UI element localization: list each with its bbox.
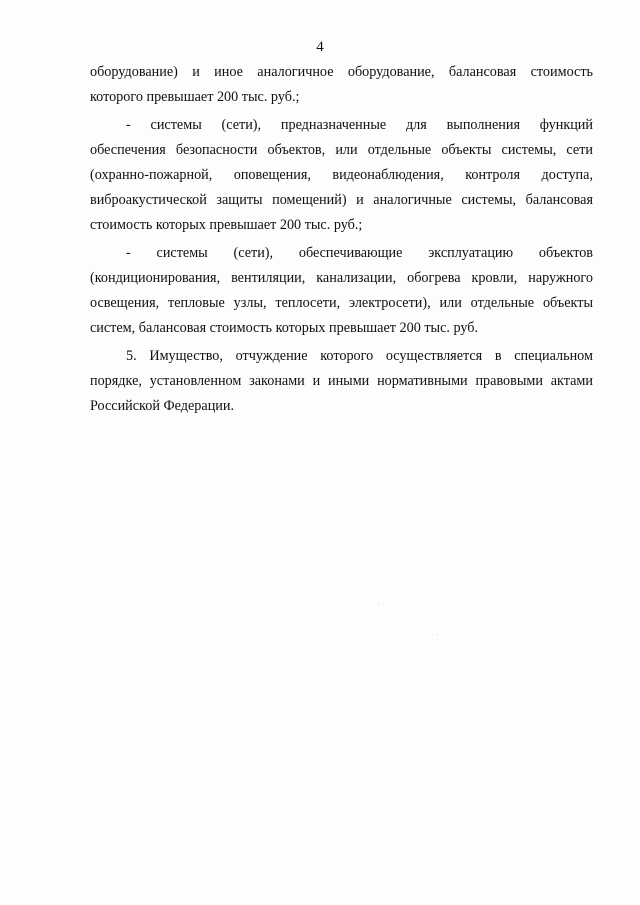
paragraph-line: которого превышает 200 тыс. руб.; bbox=[90, 89, 300, 105]
paragraph-line: систем, балансовая стоимость которых превышает 200 тыс. руб. bbox=[90, 320, 479, 336]
paragraph-line: - системы (сети), предназначенные для выполнения функций bbox=[126, 117, 593, 133]
paragraph-line: - системы (сети), обеспечивающие эксплуатацию объектов bbox=[126, 245, 593, 261]
paragraph-line: стоимость которых превышает 200 тыс. руб.; bbox=[90, 217, 363, 233]
paragraph-line: (охранно-пожарной, оповещения, видеонаблюдения, контроля доступа, bbox=[90, 167, 593, 183]
paragraph-line: порядке, установленном законами и иными нормативными правовыми актами bbox=[90, 373, 593, 389]
paragraph-line: обеспечения безопасности объектов, или отдельные объекты системы, сети bbox=[90, 142, 593, 158]
scan-speck bbox=[378, 603, 379, 604]
scan-speck bbox=[437, 634, 438, 635]
paragraph-line: виброакустической защиты помещений) и аналогичные системы, балансовая bbox=[90, 192, 593, 208]
paragraph-line: 5. Имущество, отчуждение которого осуществляется в специальном bbox=[126, 348, 593, 364]
paragraph-line: оборудование) и иное аналогичное оборудование, балансовая стоимость bbox=[90, 64, 593, 80]
paragraph-line: освещения, тепловые узлы, теплосети, электросети), или отдельные объекты bbox=[90, 295, 593, 311]
paragraph-line: Российской Федерации. bbox=[90, 398, 235, 414]
page-number: 4 bbox=[316, 39, 324, 55]
paragraph-line: (кондиционирования, вентиляции, канализации, обогрева кровли, наружного bbox=[90, 270, 593, 286]
